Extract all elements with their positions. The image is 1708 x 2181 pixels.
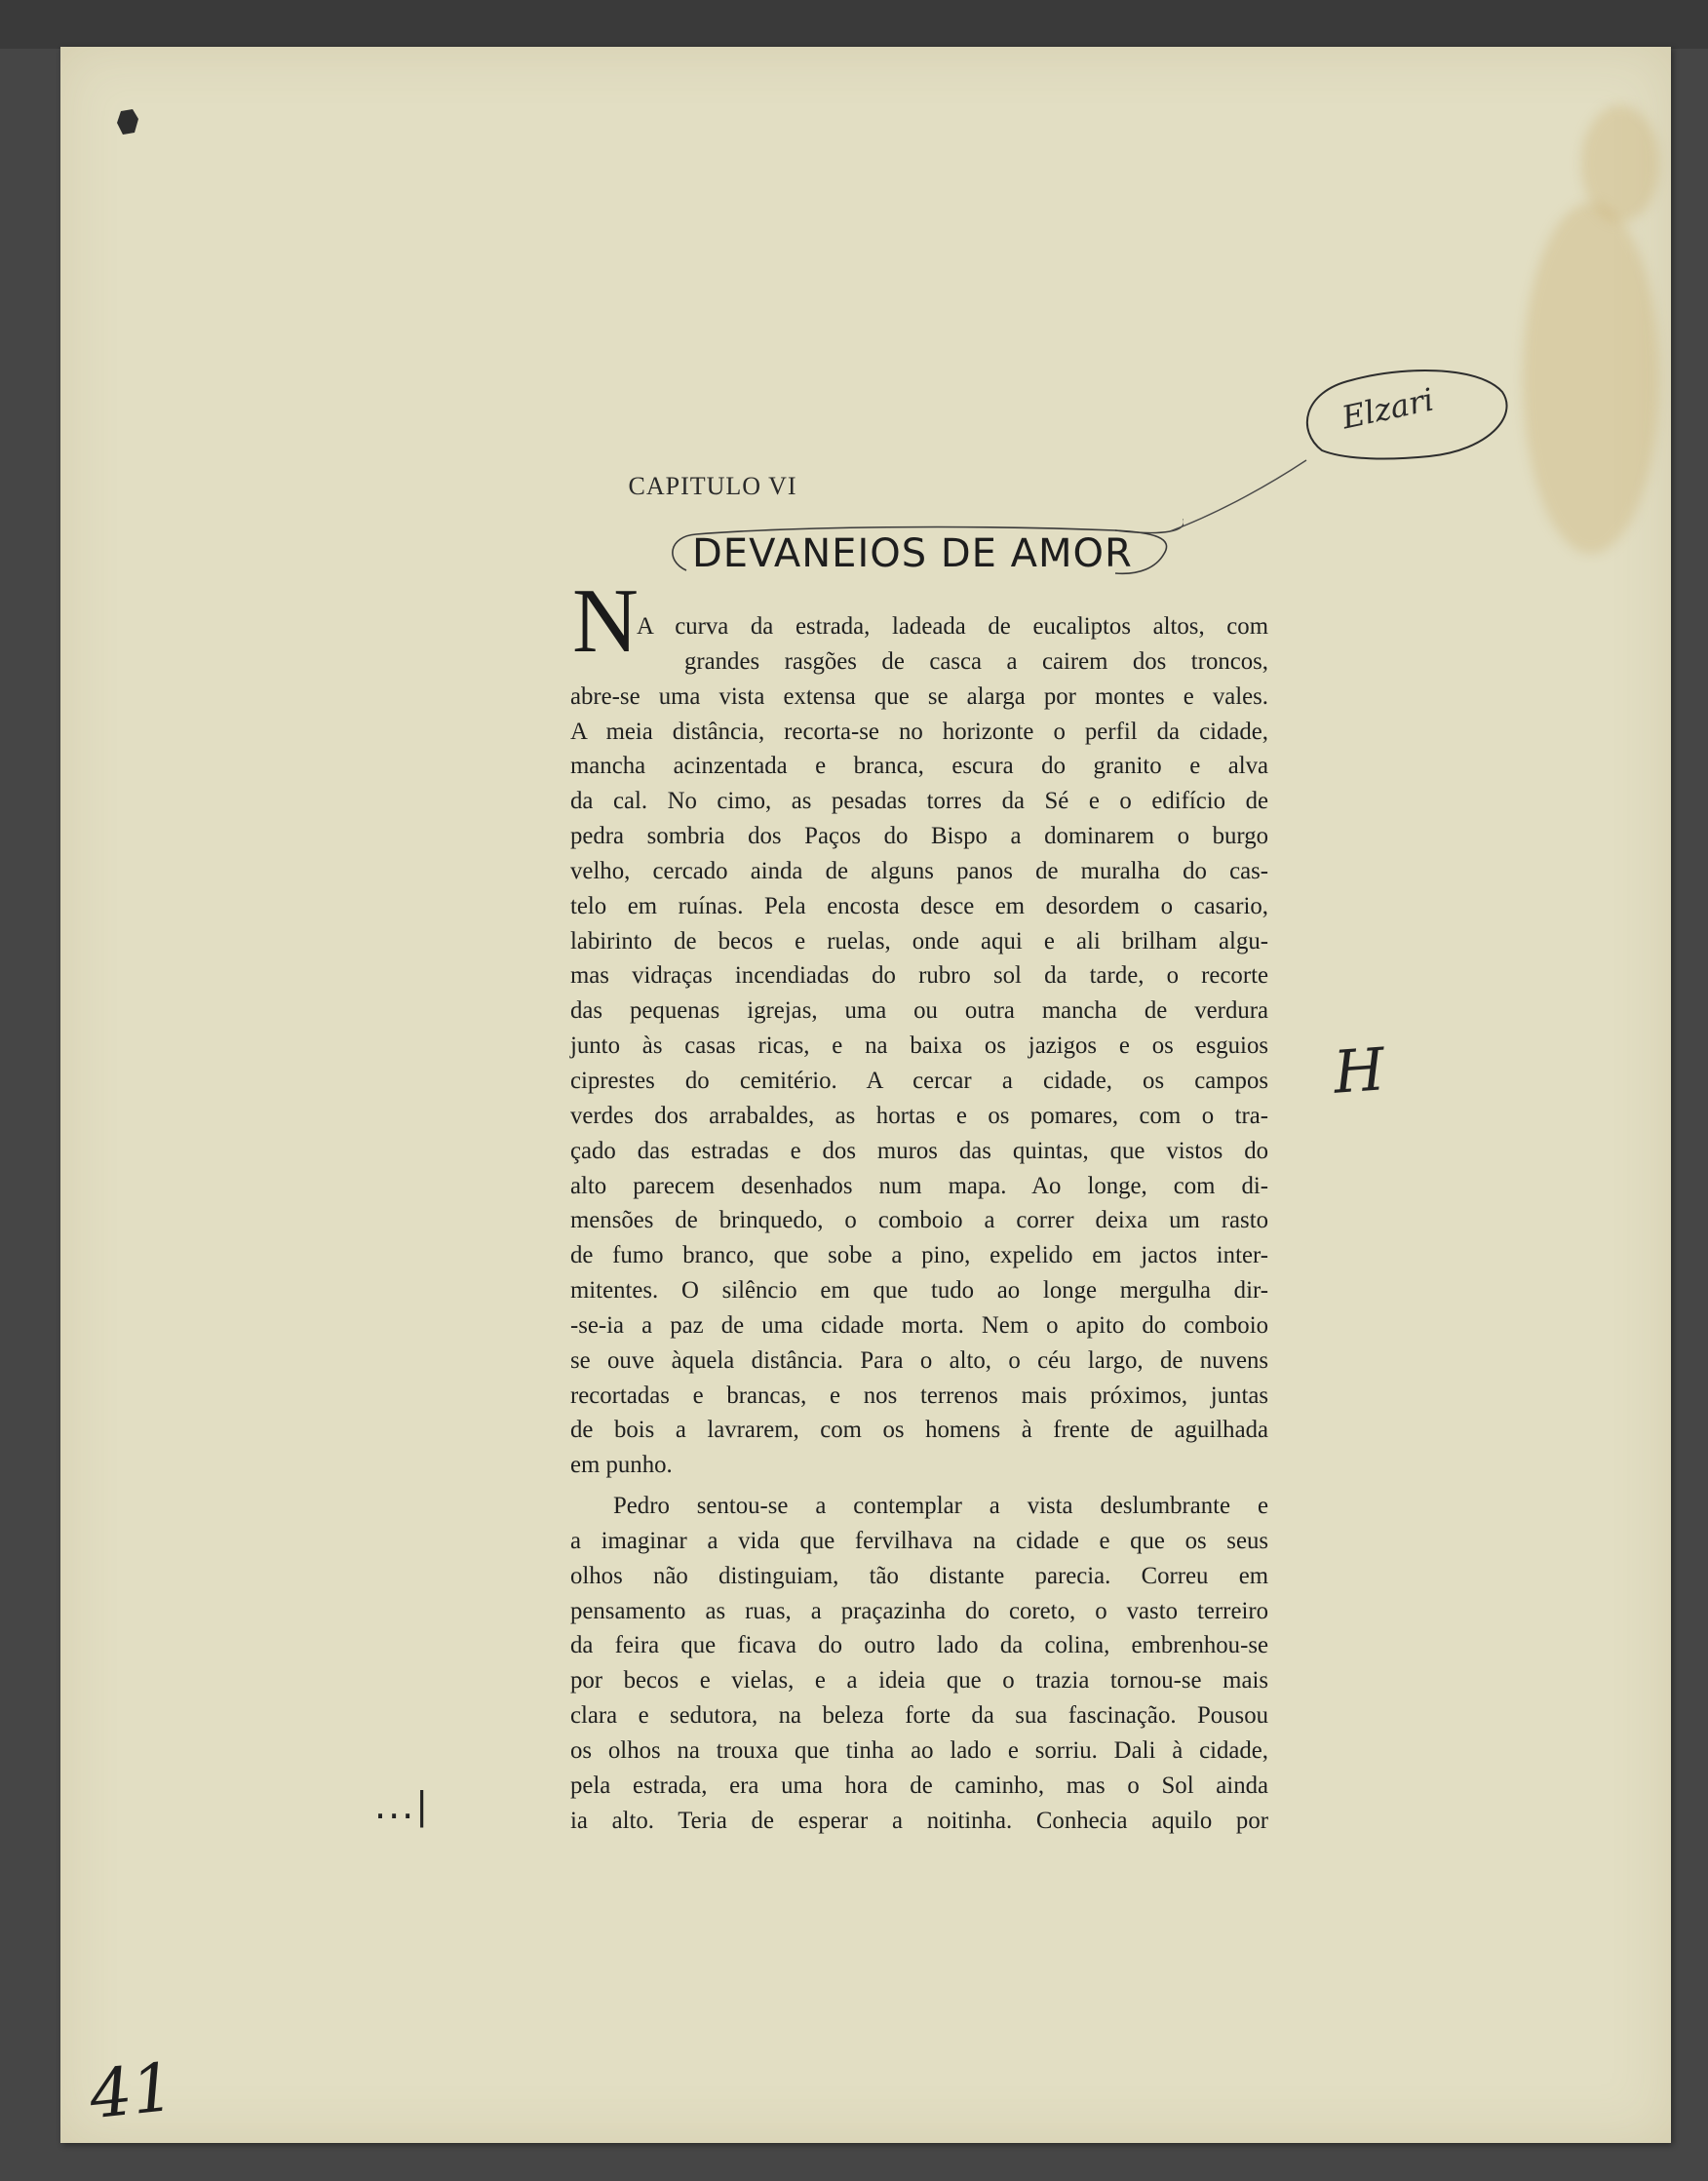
text-line: mitentes. O silêncio em que tudo ao longe mergulha dir- (570, 1277, 1268, 1305)
text-line: se ouve àquela distância. Para o alto, o céu largo, de nuvens (570, 1346, 1268, 1374)
handwritten-page-number: 41 (86, 2048, 178, 2135)
water-stain (1523, 203, 1659, 554)
text-line: ciprestes do cemitério. A cercar a cidade, os campos (570, 1067, 1268, 1094)
text-line: de bois a lavrarem, com os homens à frente de aguilhada (570, 1417, 1268, 1444)
text-line: de fumo branco, que sobe a pino, expelido em jactos inter- (570, 1242, 1268, 1269)
text-line: A meia distância, recorta-se no horizonte o perfil da cidade, (570, 718, 1268, 745)
text-line: os olhos na trouxa que tinha ao lado e sorriu. Dali à cidade, (570, 1737, 1268, 1764)
text-line: abre-se uma vista extensa que se alarga por montes e vales. (570, 682, 1268, 710)
text-line: a imaginar a vida que fervilhava na cidade e que os seus (570, 1527, 1268, 1554)
text-line: em punho. (570, 1452, 673, 1479)
text-line: das pequenas igrejas, uma ou outra mancha de verdura (570, 997, 1268, 1025)
text-line: mas vidraças incendiadas do rubro sol da tarde, o recorte (570, 962, 1268, 990)
text-line: da cal. No cimo, as pesadas torres da Sé e o edifício de (570, 788, 1268, 815)
handwritten-oval-note (1293, 363, 1513, 472)
text-line: mancha acinzentada e branca, escura do granito e alva (570, 753, 1268, 780)
water-stain (1581, 105, 1659, 222)
text-line: A curva da estrada, ladeada de eucaliptos altos, com (637, 613, 1268, 640)
text-line: labirinto de becos e ruelas, onde aqui e ali brilham algu- (570, 927, 1268, 954)
text-line: verdes dos arrabaldes, as hortas e os pomares, com o tra- (570, 1102, 1268, 1129)
text-line: pela estrada, era uma hora de caminho, mas o Sol ainda (570, 1772, 1268, 1799)
left-handwritten-mark: ...| (374, 1784, 431, 1827)
text-line: Pedro sentou-se a contemplar a vista deslumbrante e (613, 1493, 1268, 1520)
chapter-title: DEVANEIOS DE AMOR (692, 531, 1133, 576)
chapter-heading: CAPITULO VI (628, 472, 797, 500)
text-line: por becos e vielas, e a ideia que o trazia tornou-se mais (570, 1667, 1268, 1694)
scan-backdrop (0, 0, 1708, 49)
text-line: telo em ruínas. Pela encosta desce em desordem o casario, (570, 892, 1268, 919)
drop-cap: N (572, 570, 639, 672)
text-line: recortadas e brancas, e nos terrenos mais próximos, juntas (570, 1382, 1268, 1409)
text-line: olhos não distinguiam, tão distante parecia. Correu em (570, 1562, 1268, 1589)
text-line: clara e sedutora, na beleza forte da sua fascinação. Pousou (570, 1702, 1268, 1730)
text-line: ia alto. Teria de esperar a noitinha. Conhecia aquilo por (570, 1807, 1268, 1834)
text-line: da feira que ficava do outro lado da colina, embrenhou-se (570, 1632, 1268, 1659)
margin-handwritten-mark: H (1331, 1035, 1387, 1108)
body-text (570, 609, 1268, 1839)
text-line: pedra sombria dos Paços do Bispo a dominarem o burgo (570, 823, 1268, 850)
oval-note-text: Elzari (1339, 380, 1437, 437)
text-line: velho, cercado ainda de alguns panos de muralha do cas- (570, 857, 1268, 884)
text-line: alto parecem desenhados num mapa. Ao longe, com di- (570, 1172, 1268, 1199)
paper-hole-mark (115, 107, 140, 136)
text-line: mensões de brinquedo, o comboio a correr deixa um rasto (570, 1207, 1268, 1234)
text-line: junto às casas ricas, e na baixa os jazigos e os esguios (570, 1032, 1268, 1060)
text-line: grandes rasgões de casca a cairem dos troncos, (684, 647, 1268, 675)
text-line: çado das estradas e dos muros das quintas, que vistos do (570, 1137, 1268, 1164)
text-line: pensamento as ruas, a praçazinha do coreto, o vasto terreiro (570, 1597, 1268, 1624)
text-line: -se-ia a paz de uma cidade morta. Nem o apito do comboio (570, 1311, 1268, 1339)
